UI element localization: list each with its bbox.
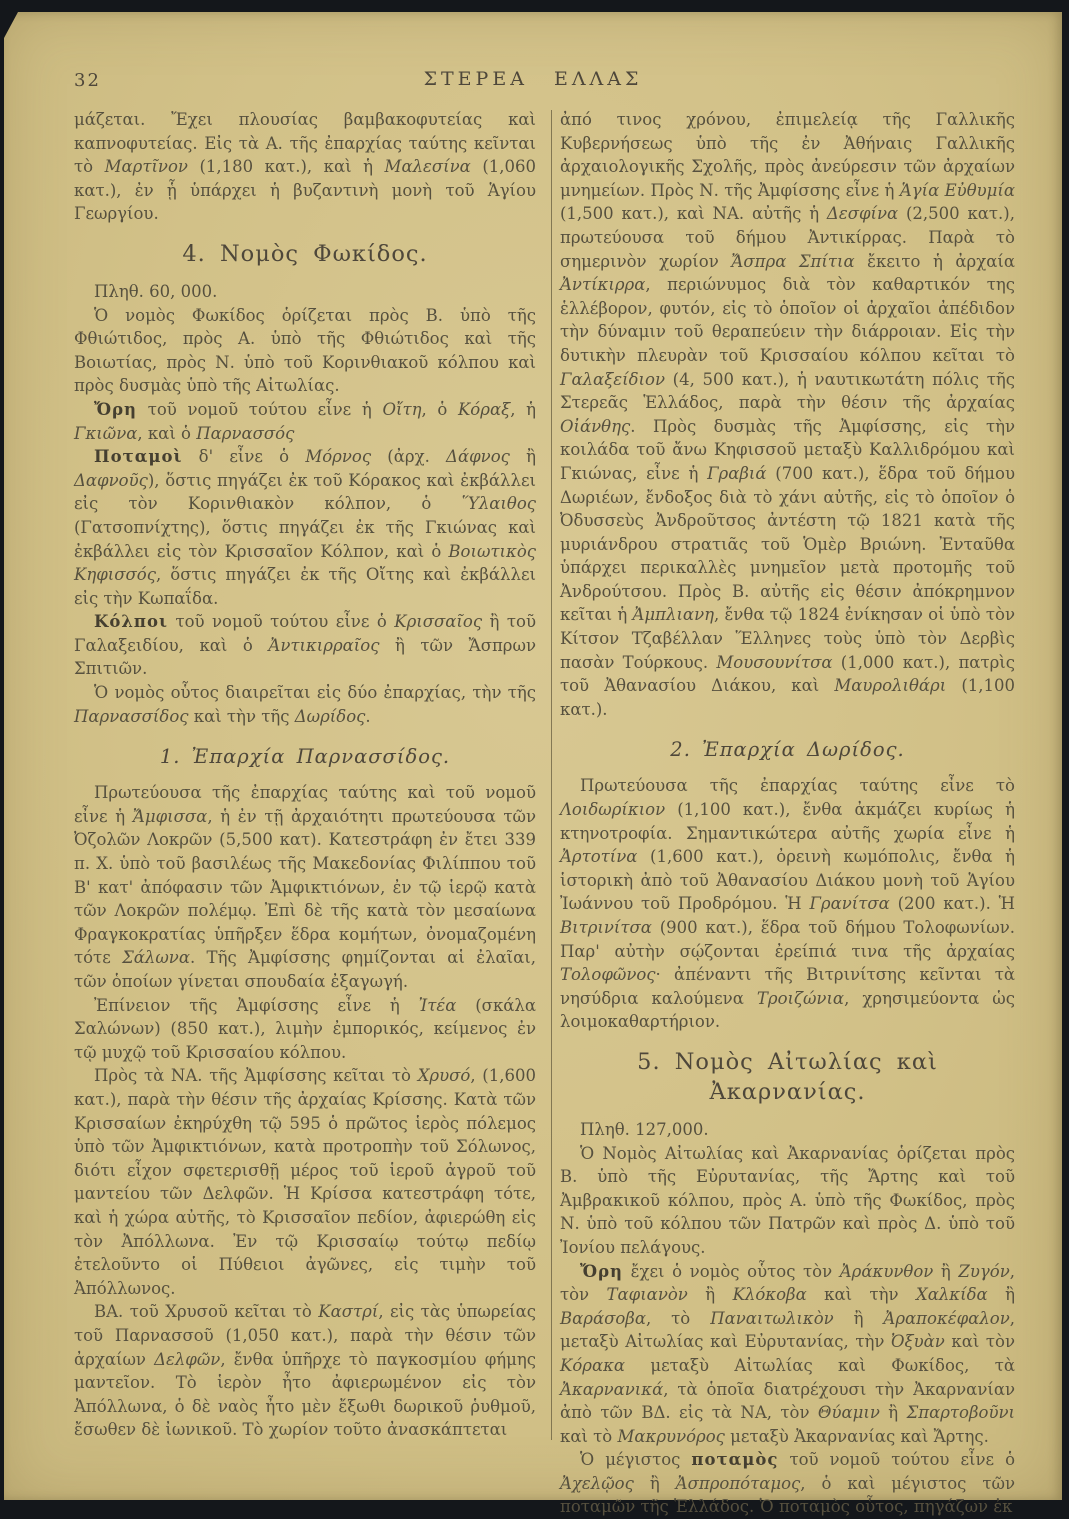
right-column	[547, 108, 1015, 1519]
place-name: Γκιῶνα	[74, 423, 138, 443]
body-text: (1,060 κατ.), ἐν ᾗ ὑπάρχει ἡ βυζαντινὴ μονὴ τοῦ Ἁγίου Γεωργίου.	[74, 157, 537, 224]
paragraph	[74, 1300, 536, 1442]
body-text: δ' εἶνε ὁ	[182, 447, 306, 467]
place-name: Δωρίδος	[294, 706, 366, 726]
place-name: Ἀμπλιανη	[632, 605, 714, 625]
place-name: Θύαμιν	[817, 1403, 880, 1423]
place-name: Τολοφῶνος	[560, 965, 656, 985]
body-text: τοῦ νομοῦ τούτου εἶνε ὁ	[778, 1450, 1016, 1470]
body-text: , περιώνυμος διὰ τὸν καθαρτικόν της ἑλλέβορον, φυτόν, εἰς τὸ ὁποῖον οἱ ἀρχαῖοι ἀπέδιδον τὴν δύναμιν τοῦ θεραπεύειν τὴν διάρροιαν. Εἰς τὴν δυτικὴν πλευρὰν τοῦ Κρισσαίου κόλπου κεῖται τὸ	[560, 275, 1015, 365]
lead-word: Ποταμοὶ	[94, 447, 183, 467]
place-name: Μαρτῖνον	[104, 157, 188, 177]
body-text: (2,500 κατ.), πρωτεύουσα τοῦ δήμου Ἀντικίρρας. Παρὰ τὸ σημερινὸν χωρίον	[560, 204, 1015, 271]
body-text: (ἀρχ.	[371, 447, 447, 467]
place-name: Μαυρολιθάρι	[834, 676, 947, 696]
body-text: (1,100 κατ.), ἔνθα ἀκμάζει κυρίως ἡ κτηνοτροφία. Σημαντικώτερα αὐτῆς χωρία εἶνε ἡ	[560, 800, 1015, 843]
body-text: Πρὸς τὰ ΝΑ. τῆς Ἀμφίσσης κεῖται τὸ	[94, 1066, 418, 1086]
place-name: Ἀράκυνθον	[839, 1261, 934, 1281]
body-text: τοῦ νομοῦ τούτου εἶνε ἡ	[137, 399, 383, 419]
body-text: ΒΑ. τοῦ Χρυσοῦ κεῖται τὸ	[94, 1302, 319, 1322]
paragraph	[560, 108, 1015, 721]
body-text: (1,100 κατ.).	[560, 676, 1015, 719]
paragraph	[74, 304, 536, 398]
body-text: , (1,600 κατ.), παρὰ τὴν θέσιν τῆς ἀρχαίας Κρίσσης. Κατὰ τῶν Κρισσαίων ἐκηρύχθη τῷ 595 ὁ πρῶτος ἱερὸς πόλεμος ὑπὸ τῶν Ἀμφικτιόνων, κατὰ προτροπὴν τοῦ Σόλωνος, διότι εἶχον σφετερισθῇ μέρος τοῦ ἱεροῦ ἀγροῦ τοῦ μαντείου τῶν Δελφῶν. Ἡ Κρίσσα κατεστράφη τότε, καὶ ἡ χώρα αὐτῆς, τὸ Κρισσαῖον πεδίον, ἀφιερώθη εἰς τὸν Ἀπόλλωνα. Ἐν τῷ Κρισσαίῳ τούτῳ πεδίῳ ἐτελοῦντο οἱ Πύθειοι ἀγῶνες, εἰς τιμὴν τοῦ Ἀπόλλωνος.	[74, 1066, 536, 1298]
place-name: Σάλωνα	[122, 948, 190, 968]
place-name: Μουσουνίτσα	[716, 652, 833, 672]
body-text: Ὁ μέγιστος	[580, 1450, 692, 1470]
book-page	[4, 12, 1062, 1517]
body-text: Ὁ νομὸς οὗτος διαιρεῖται εἰς δύο ἐπαρχίας, τὴν τῆς	[94, 683, 536, 703]
body-text: καὶ τὴν τῆς	[188, 706, 295, 726]
place-name: Λοιδωρίκιον	[560, 800, 666, 820]
body-text: (σκάλα Σαλώνων) (850 κατ.), λιμὴν ἐμπορικός, κείμενος ἐν τῷ μυχῷ τοῦ Κρισσαίου κόλπου.	[74, 995, 537, 1062]
section-heading: 1. Ἐπαρχία Παρνασσίδος.	[159, 745, 451, 769]
body-text: ἔκειτο ἡ ἀρχαία	[854, 251, 1016, 271]
body-text: ἢ	[833, 1308, 884, 1328]
place-name: Παρνασσίδος	[74, 706, 189, 726]
place-name: Σπαρτοβοῦνι	[906, 1403, 1015, 1423]
place-name: Ἀντικιρραῖος	[268, 635, 380, 655]
body-text: ), ὅστις πηγάζει ἐκ τοῦ Κόρακος καὶ ἐκβάλλει εἰς τὸν Κορινθιακὸν κόλπον, ὁ	[74, 470, 536, 514]
paragraph	[74, 681, 536, 728]
page-corner-shadow	[4, 12, 18, 38]
body-text: ἢ	[509, 447, 536, 467]
place-name: Μόρνος	[305, 447, 372, 467]
place-name: Οἰάνθης	[560, 416, 631, 436]
body-text: , ἔνθα ὑπῆρχε τὸ παγκοσμίου φήμης μαντεῖον. Τὸ ἱερὸν ἦτο ἀφιερωμένον εἰς τὸν Ἀπόλλωνα, ὁ δὲ ναὸς ἦτο μὲν ἔξωθι δωρικοῦ ῥυθμοῦ, ἔσωθεν δὲ ἰωνικοῦ. Τὸ χωρίον τοῦτο ἀνασκάπτεται	[74, 1349, 536, 1440]
body-text: , τὸν	[560, 1261, 1015, 1305]
place-name: Δάφνος	[446, 447, 510, 467]
body-text: , τὸ	[646, 1308, 711, 1328]
place-name: Ἰτέα	[418, 995, 457, 1015]
body-text: . Πρὸς δυσμὰς τῆς Ἀμφίσσης, εἰς τὴν κοιλάδα τοῦ ἄνω Κηφισσοῦ μεταξὺ Καλλιδρόμου καὶ Γκιώνας, εἶνε ἡ	[560, 416, 1015, 483]
section-heading: 5. Νομὸς Αἰτωλίας καὶ Ἀκαρνανίας.	[637, 1048, 938, 1105]
body-text: , εἰς τὰς ὑπωρείας τοῦ Παρνασσοῦ (1,050 κατ.), παρὰ τὴν θέσιν τῶν ἀρχαίων	[74, 1302, 536, 1369]
place-name: Ἀντίκιρρα	[560, 275, 646, 295]
body-text: μεταξὺ Ἀκαρνανίας καὶ Ἄρτης.	[724, 1426, 989, 1446]
body-text: Ἐπίνειον τῆς Ἀμφίσσης εἶνε ἡ	[94, 995, 419, 1015]
body-text: · ἀπέναντι τῆς Βιτρινίτσης κεῖνται τὰ νησύδρια καλούμενα	[560, 965, 1015, 1008]
paragraph	[560, 774, 1015, 1034]
place-name: Μαλεσίνα	[384, 157, 471, 177]
body-text: , τὰ ὁποῖα διατρέχουσι τὴν Ἀκαρνανίαν ἀπὸ τῶν ΒΔ. εἰς τὰ ΝΑ, τὸν	[560, 1379, 1015, 1423]
paragraph	[560, 1260, 1015, 1449]
body-text: ἀπό τινος χρόνου, ἐπιμελείᾳ τῆς Γαλλικῆς Κυβερνήσεως ὑπὸ τῆς ἐν Ἀθήναις Γαλλικῆς ἀρχαιολογικῆς Σχολῆς, πρὸς ἀνεύρεσιν τῶν ἀρχαίων μνημείων. Πρὸς Ν. τῆς Ἀμφίσσης εἶνε ἡ	[560, 110, 1015, 200]
section-heading: 2. Ἐπαρχία Δωρίδος.	[670, 738, 905, 762]
paragraph	[74, 994, 536, 1065]
body-text: τοῦ νομοῦ τούτου εἶνε ὁ	[167, 612, 395, 632]
text-columns	[74, 108, 1022, 1519]
body-text: μάζεται. Ἔχει πλουσίας βαμβακοφυτείας καὶ καπνοφυτείας. Εἰς τὰ Α. τῆς ἐπαρχίας ταύτης κεῖνται τὸ	[74, 110, 536, 177]
body-text: ἢ τῶν Ἄσπρων Σπιτιῶν.	[74, 635, 536, 679]
paragraph	[74, 108, 536, 226]
paragraph	[74, 781, 536, 993]
lead-word: Κόλποι	[94, 612, 168, 632]
place-name: Παναιτωλικὸν	[710, 1308, 834, 1328]
place-name: Ὀξυὰν	[891, 1332, 945, 1352]
paragraph	[74, 280, 536, 304]
body-text: καὶ τὸ	[560, 1426, 618, 1446]
paragraph	[560, 1118, 1015, 1142]
body-text: (700 κατ.), ἕδρα τοῦ δήμου Δωριέων, ἔνδοξος διὰ τὸ χάνι αὐτῆς, εἰς τὸ ὁποῖον ὁ Ὀδυσσεὺς Ἀνδροῦτσος ἀντέστη τῷ 1821 κατὰ τῆς μυριάνδρου στρατιᾶς τοῦ Ὁμὲρ Βριώνη. Ἐνταῦθα ὑπάρχει περικαλλὲς μνημεῖον μετὰ προτομῆς τοῦ Ἀνδρούτσου. Πρὸς Β. αὐτῆς εἰς θέσιν ἀπόκρημνον κεῖται ἡ	[560, 463, 1015, 625]
body-text: (1,180 κατ.), καὶ ἡ	[187, 157, 385, 177]
body-text: .	[365, 706, 371, 726]
body-text: ἢ	[633, 1473, 676, 1493]
body-text: , μεταξὺ Αἰτωλίας καὶ Εὐρυτανίας, τὴν	[560, 1308, 1015, 1352]
place-name: Γαλαξείδιον	[560, 369, 665, 389]
place-name: Χαλκίδα	[915, 1285, 988, 1305]
paragraph	[74, 398, 536, 445]
running-title: ΣΤΕΡΕΑ ΕΛΛΑΣ	[423, 68, 643, 90]
place-name: Ἄσπρα Σπίτια	[731, 251, 855, 271]
body-text: ἢ	[879, 1403, 907, 1423]
body-text: καὶ τὸν	[944, 1332, 1015, 1352]
lead-word: ποταμὸς	[691, 1450, 779, 1470]
place-name: Καστρί	[318, 1302, 379, 1322]
place-name: Κόρακα	[560, 1355, 626, 1375]
place-name: Ἀχελῷος	[560, 1473, 634, 1493]
body-text: , ἡ	[510, 399, 536, 419]
left-column	[74, 108, 547, 1519]
body-text: Πρωτεύουσα τῆς ἐπαρχίας ταύτης εἶνε τὸ	[580, 776, 1015, 796]
body-text: ἢ τοῦ Γαλαξειδίου, καὶ ὁ	[74, 612, 536, 655]
running-header	[4, 64, 1062, 100]
place-name: Βαράσοβα	[560, 1308, 646, 1328]
body-text: ἢ	[987, 1285, 1015, 1305]
body-text: ἢ	[933, 1261, 959, 1281]
body-text: , καὶ ὁ	[137, 423, 197, 443]
place-name: Γρανίτσα	[809, 894, 890, 914]
body-text: (900 κατ.), ἕδρα τοῦ δήμου Τολοφωνίων. Παρ' αὐτὴν σῴζονται ἐρείπιά τινα τῆς ἀρχαίας	[560, 918, 1015, 961]
place-name: Βιτρινίτσα	[560, 918, 652, 937]
section-heading: 4. Νομὸς Φωκίδος.	[182, 240, 428, 267]
place-name: Χρυσό	[417, 1066, 471, 1086]
place-name: Οἴτη	[382, 399, 422, 419]
body-text: ἔχει ὁ νομὸς οὗτος τὸν	[623, 1261, 840, 1281]
paragraph	[74, 610, 536, 681]
body-text: Ὁ νομὸς Φωκίδος ὁρίζεται πρὸς Β. ὑπὸ τῆς Φθιώτιδος, πρὸς Α. ὑπὸ τῆς Φθιώτιδος καὶ τῆς Βοιωτίας, πρὸς Ν. ὑπὸ τοῦ Κορινθιακοῦ κόλπου καὶ πρὸς δυσμὰς ὑπὸ τῆς Αἰτωλίας.	[74, 305, 536, 396]
paragraph	[560, 1142, 1015, 1260]
place-name: Παρνασσός	[196, 423, 295, 443]
lead-word: Ὄρη	[94, 399, 138, 419]
place-name: Ἀρτοτίνα	[560, 847, 638, 867]
body-text: ἢ	[687, 1285, 733, 1305]
place-name: Δαφνοῦς	[74, 470, 148, 490]
body-text: , χρησιμεύοντα ὡς λοιμοκαθαρτήριον.	[560, 988, 1015, 1032]
body-text: μεταξὺ Αἰτωλίας καὶ Φωκίδος, τὰ	[625, 1355, 1015, 1375]
place-name: Ἀκαρνανικά	[560, 1379, 664, 1399]
place-name: Ἁγία Εὐθυμία	[899, 180, 1015, 200]
body-text: , ἡ ἐν τῇ ἀρχαιότητι πρωτεύουσα τῶν Ὀζολῶν Λοκρῶν (5,500 κατ). Κατεστράφη ἐν ἔτει 339 π. Χ. ὑπὸ τοῦ βασιλέως τῆς Μακεδονίας Φιλίππου τοῦ Β' κατ' ἀπόφασιν τῶν Ἀμφικτιόνων, ἐν τῷ ἱερῷ κατὰ τῶν Λοκρῶν πολέμῳ. Ἐπὶ δὲ τῆς κατὰ τὸν μεσαίωνα Φραγκοκρατίας ὑπῆρξεν ἕδρα κομήτων, ὀνομαζομένη τότε	[74, 806, 536, 968]
lead-word: Ὄρη	[580, 1261, 624, 1281]
body-text: , ὁ καὶ μέγιστος τῶν ποταμῶν τῆς Ἑλλάδος. Ὁ ποταμὸς οὗτος, πηγάζων ἐκ	[560, 1473, 1015, 1517]
place-name: Μακρυνόρος	[617, 1426, 725, 1446]
body-text: , ὁ	[421, 399, 458, 419]
body-text: (Γατσοπνίχτης), ὅστις πηγάζει ἐκ τῆς Γκιώνας καὶ ἐκβάλλει εἰς τὸν Κρισσαῖον Κόλπον, καὶ ὁ	[74, 517, 536, 561]
place-name: Ἀσπροπόταμος	[675, 1473, 801, 1493]
place-name: Κόραξ	[457, 399, 511, 419]
place-name: Ἀραποκέφαλον	[883, 1308, 1010, 1328]
body-text: Πληθ. 60, 000.	[94, 281, 218, 301]
body-text: Πληθ. 127,000.	[580, 1119, 709, 1139]
place-name: Βοιωτικὸς Κηφισσός	[74, 541, 536, 585]
paragraph	[560, 1448, 1015, 1519]
paragraph	[74, 445, 536, 610]
place-name: Τροιζώνια	[756, 988, 845, 1008]
body-text: (200 κατ.). Ἡ	[889, 894, 1015, 914]
place-name: Δεσφίνα	[826, 204, 899, 224]
place-name: Γραβιά	[707, 463, 767, 483]
body-text: Πρωτεύουσα τῆς ἐπαρχίας ταύτης καὶ τοῦ νομοῦ εἶνε ἡ	[74, 783, 536, 826]
body-text: (1,600 κατ.), ὀρεινὴ κωμόπολις, ἔνθα ἡ ἱστορικὴ ἀπὸ τοῦ Ἀθανασίου Διάκου μονὴ τοῦ Ἁγίου Ἰωάννου τοῦ Προδρόμου. Ἡ	[560, 847, 1015, 914]
place-name: Ταφιανὸν	[606, 1285, 688, 1305]
place-name: Ζυγόν	[958, 1261, 1010, 1281]
body-text: . Τῆς Ἀμφίσσης φημίζονται αἱ ἐλαῖαι, τῶν ὁποίων γίνεται σπουδαία ἐξαγωγή.	[74, 948, 537, 991]
place-name: Κρισσαῖος	[394, 612, 483, 632]
body-text: (4, 500 κατ.), ἡ ναυτικωτάτη πόλις τῆς Στερεᾶς Ἑλλάδος, παρὰ τὴν θέσιν τῆς ἀρχαίας	[560, 369, 1015, 413]
body-text: καὶ τὴν	[806, 1285, 916, 1305]
place-name: Ἄμφισσα	[132, 806, 208, 826]
place-name: Ὕλαιθος	[461, 494, 536, 514]
place-name: Δελφῶν	[154, 1349, 221, 1369]
body-text: (1,500 κατ.), καὶ ΝΑ. αὐτῆς ἡ	[560, 204, 827, 224]
body-text: (1,000 κατ.), πατρὶς τοῦ Ἀθανασίου Διάκου, καὶ	[560, 652, 1015, 696]
body-text: Ὁ Νομὸς Αἰτωλίας καὶ Ἀκαρνανίας ὁρίζεται πρὸς Β. ὑπὸ τῆς Εὐρυτανίας, τῆς Ἄρτης καὶ τοῦ Ἀμβρακικοῦ κόλπου, πρὸς Α. ὑπὸ τῆς Φωκίδος, πρὸς Ν. ὑπὸ τοῦ κόλπου τῶν Πατρῶν καὶ πρὸς Δ. ὑπὸ τοῦ Ἰονίου πελάγους.	[560, 1143, 1015, 1257]
page-number: 32	[74, 70, 101, 91]
paragraph	[74, 1064, 536, 1300]
body-text: , ἔνθα τῷ 1824 ἐνίκησαν οἱ ὑπὸ τὸν Κίτσον Τζαβέλλαν Ἕλληνες τοὺς ὑπὸ τὸν Δερβὶς πασὰν Τούρκους.	[560, 605, 1015, 672]
body-text: , ὅστις πηγάζει ἐκ τῆς Οἴτης καὶ ἐκβάλλει εἰς τὴν Κωπαΐδα.	[74, 565, 536, 608]
place-name: Κλόκοβα	[732, 1285, 807, 1305]
